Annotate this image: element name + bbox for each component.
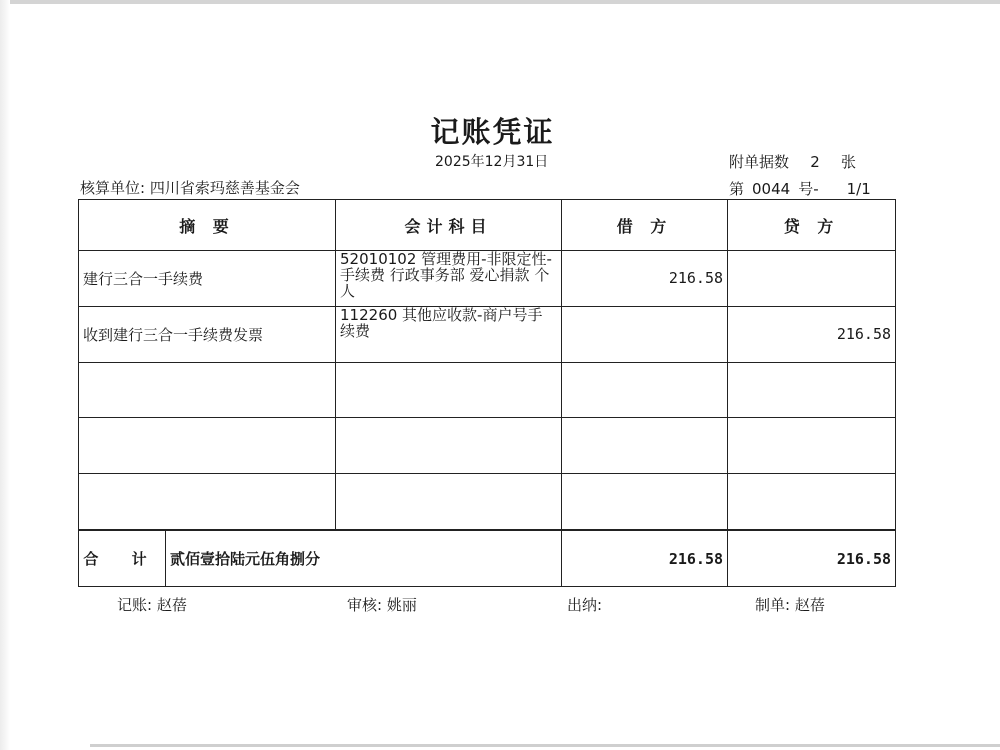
voucher-page: 1/1: [846, 180, 871, 198]
row-debit: [562, 362, 728, 418]
row-summary: 收到建行三合一手续费发票: [79, 306, 336, 362]
total-debit: 216.58: [562, 530, 728, 586]
row-summary: 建行三合一手续费: [79, 251, 336, 307]
voucher-date: 2025年12月31日: [435, 154, 549, 170]
accounting-unit-name: 四川省索玛慈善基金会: [149, 179, 300, 197]
table-row: [79, 362, 896, 418]
table-row: [79, 418, 896, 474]
row-credit: [728, 251, 896, 307]
table-header-row: [79, 200, 896, 251]
scan-edge-top: [0, 0, 1000, 4]
accounting-unit-label: 核算单位:: [80, 179, 146, 197]
voucher-title: 记账凭证: [430, 115, 555, 149]
header-account: 会计科目: [336, 200, 562, 251]
row-debit: [562, 306, 728, 362]
row-account: 52010102 管理费用-非限定性-手续费 行政事务部 爱心捐款 个人: [336, 251, 562, 307]
row-summary: [79, 362, 336, 418]
row-summary: [79, 418, 336, 474]
row-credit: 216.58: [728, 306, 896, 362]
row-credit: [728, 362, 896, 418]
footer-reviewer: 审核: 姚丽: [347, 596, 417, 614]
voucher-table: [78, 199, 896, 587]
total-amount-words: 贰佰壹拾陆元伍角捌分: [166, 530, 562, 586]
voucher-number-suffix: 号-: [798, 180, 819, 198]
row-account: [336, 474, 562, 530]
attachment-count: [729, 151, 856, 172]
footer-preparer: 制单: 赵蓓: [755, 596, 825, 614]
header-summary: 摘 要: [79, 200, 336, 251]
voucher-number-prefix: 第: [729, 180, 745, 198]
row-debit: 216.58: [562, 251, 728, 307]
attachment-label: 附单据数: [729, 153, 790, 171]
voucher-number-value: 0044: [752, 180, 791, 198]
table-row: [79, 251, 896, 307]
total-label: 合 计: [79, 530, 166, 586]
row-account: [336, 418, 562, 474]
total-row: [79, 530, 896, 586]
total-credit: 216.58: [728, 530, 896, 586]
row-debit: [562, 474, 728, 530]
scan-edge-bottom: [90, 744, 1000, 747]
table-row: [79, 306, 896, 362]
attachment-number: 2: [810, 153, 820, 171]
row-credit: [728, 474, 896, 530]
row-summary: [79, 474, 336, 530]
footer-cashier: 出纳:: [567, 596, 603, 614]
voucher-number: [729, 178, 871, 199]
row-account: 112260 其他应收款-商户号手续费: [336, 306, 562, 362]
row-account: [336, 362, 562, 418]
table-row: [79, 474, 896, 530]
row-debit: [562, 418, 728, 474]
footer-bookkeeper: 记账: 赵蓓: [117, 596, 187, 614]
header-credit: 贷 方: [728, 200, 896, 251]
header-debit: 借 方: [562, 200, 728, 251]
attachment-unit: 张: [841, 153, 857, 171]
row-credit: [728, 418, 896, 474]
accounting-unit: [80, 177, 300, 198]
